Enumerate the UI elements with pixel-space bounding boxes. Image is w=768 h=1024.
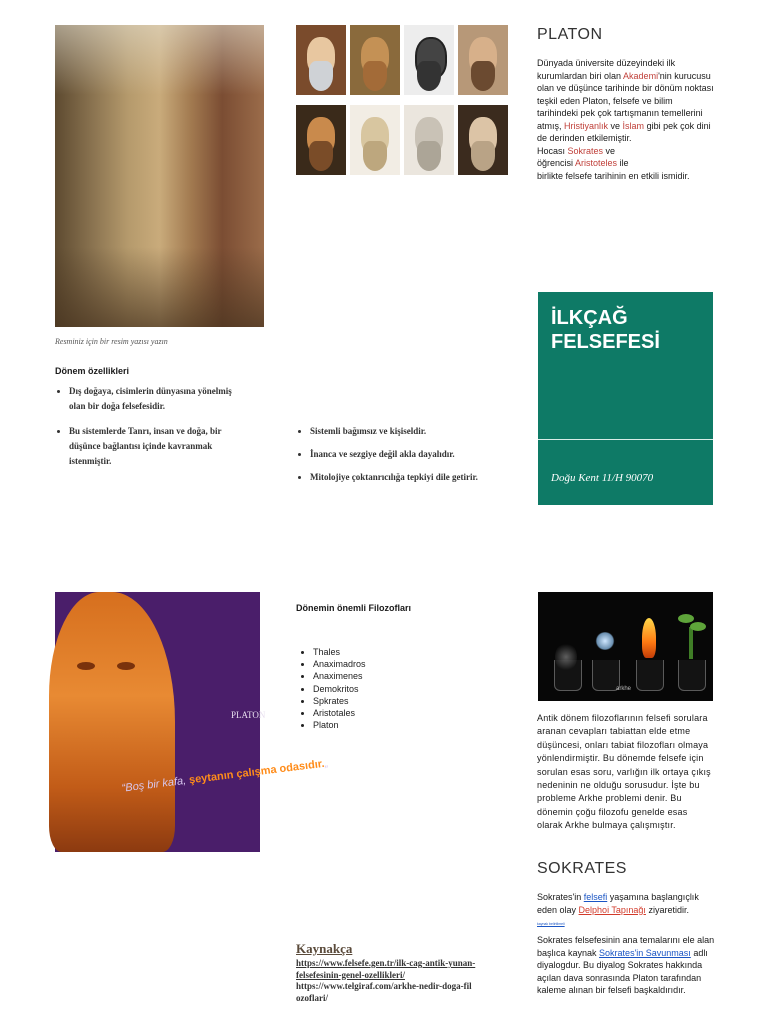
savunma-link[interactable]: Sokrates'in Savunması	[599, 947, 691, 958]
philosopher-portrait	[458, 105, 508, 175]
period-heading: Dönem özellikleri	[55, 366, 130, 376]
philosophers-list	[299, 646, 366, 731]
list-item: • Spkrates	[313, 695, 366, 707]
list-item: • Anaximadros	[313, 658, 366, 670]
list-item: • Platon	[313, 719, 366, 731]
sources-heading: Kaynakça	[296, 941, 353, 956]
list-item: • Dış doğaya, cisimlerin dünyasına yönelmiş olan bir doğa felsefesidir.	[69, 384, 249, 414]
akademi-term: Akademi	[623, 70, 659, 81]
philosopher-portrait	[296, 25, 346, 95]
sokrates-paragraph-1: Sokrates'in felsefi yaşamına başlangıçlık eden olay Delphoi Tapınağı ziyaretidir. kaynak belirtilmeli	[537, 892, 699, 926]
list-item: • Aristotales	[313, 707, 366, 719]
philosopher-portrait	[350, 25, 400, 95]
banner-subtitle: Doğu Kent 11/H 90070	[551, 472, 654, 484]
felsefi-link[interactable]: felsefi	[583, 892, 608, 902]
list-item: • Demokritos	[313, 683, 366, 695]
characteristics-list	[296, 425, 530, 483]
platon-bust-image	[49, 592, 175, 852]
philosopher-portrait	[350, 105, 400, 175]
platon-bio: Dünyada üniversite düzeyindeki ilk kurumlardan biri olan Akademi'nin kurucusu olan ve düşünce tarihinde bir dönüm noktası teşkil eden Platon, felsefe ve bilim tarihindeki pek çok tartışmanın temellerini atmış, Hristiyanlık ve İslam gibi pek çok dini de derinden etkilemiştir. Hocası Sokrates ve öğrencisi Aristoteles ile birlikte felsefe tarihinin en etkili ismidir.	[537, 58, 714, 181]
philosopher-portrait	[458, 25, 508, 95]
philosopher-portrait	[404, 105, 454, 175]
banner-divider	[538, 439, 713, 440]
philosopher-portrait	[296, 105, 346, 175]
photo-label: arkhe	[616, 686, 632, 692]
delphoi-link[interactable]: Delphoi Tapınağı	[578, 904, 646, 915]
platon-heading: PLATON	[537, 26, 603, 43]
list-item: • Mitolojiye çoktanrıcılığa tepkiyi dile getirir.	[310, 471, 530, 483]
title-banner	[538, 292, 713, 505]
philosopher-portrait	[404, 25, 454, 95]
arkhe-paragraph: Antik dönem filozoflarının felsefi sorulara aranan cevapları tabiattan elde etme düşüncesi, onları tabiat filozofları olmaya yönlendirmiştir. Bu dönemde felsefe için sorulan esas soru, varlığın ilk ortaya çıkış nedeninin ne olduğu sorusudur. İşte bu probleme Arkhe problemi denir. Bu dönemin çoğu filozofu genelde esas olarak Arkhe bulmaya çalışmıştır.	[537, 713, 711, 831]
sokrates-heading: SOKRATES	[537, 860, 627, 877]
sources-list	[296, 958, 476, 1004]
list-item: • Bu sistemlerde Tanrı, insan ve doğa, bir düşünce bağlantısı içinde kavranmak istenmiştir.	[69, 424, 249, 469]
philosopher-bust-grid	[296, 25, 506, 175]
banner-title: İLKÇAĞ FELSEFESİ	[551, 307, 660, 353]
four-elements-photo	[538, 592, 713, 701]
list-item: • Thales	[313, 646, 366, 658]
period-list	[55, 384, 249, 469]
source-link[interactable]: https://www.telgiraf.com/arkhe-nedir-doga-filozoflari/	[296, 981, 472, 1003]
citation-needed-link[interactable]: kaynak belirtilmeli	[537, 922, 565, 926]
source-link[interactable]: https://www.felsefe.gen.tr/ilk-cag-antik-yunan-felsefesinin-genel-ozellikleri/	[296, 958, 476, 980]
poster-name-label: PLATON	[231, 710, 266, 720]
list-item: • İnanca ve sezgiye değil akla dayalıdır.	[310, 448, 530, 460]
sokrates-paragraph-2: Sokrates felsefesinin ana temalarını ele alan başlıca kaynak Sokrates'in Savunması adlı diyalogdur. Bu diyalog Sokrates hakkında açılan dava sonrasında Platon tarafından kaleme alınan bir felsefi başkaldırıdır.	[537, 935, 715, 995]
list-item: • Anaximenes	[313, 670, 366, 682]
list-item: • Sistemli bağımsız ve kişiseldir.	[310, 425, 530, 437]
philosophers-heading: Dönemin önemli Filozofları	[296, 603, 412, 613]
poster-quote: “Boş bir kafa, şeytanın çalışma odasıdır.„	[121, 757, 329, 795]
image-caption: Resminiz için bir resim yazısı yazın	[55, 337, 168, 346]
school-of-athens-painting	[55, 25, 264, 327]
